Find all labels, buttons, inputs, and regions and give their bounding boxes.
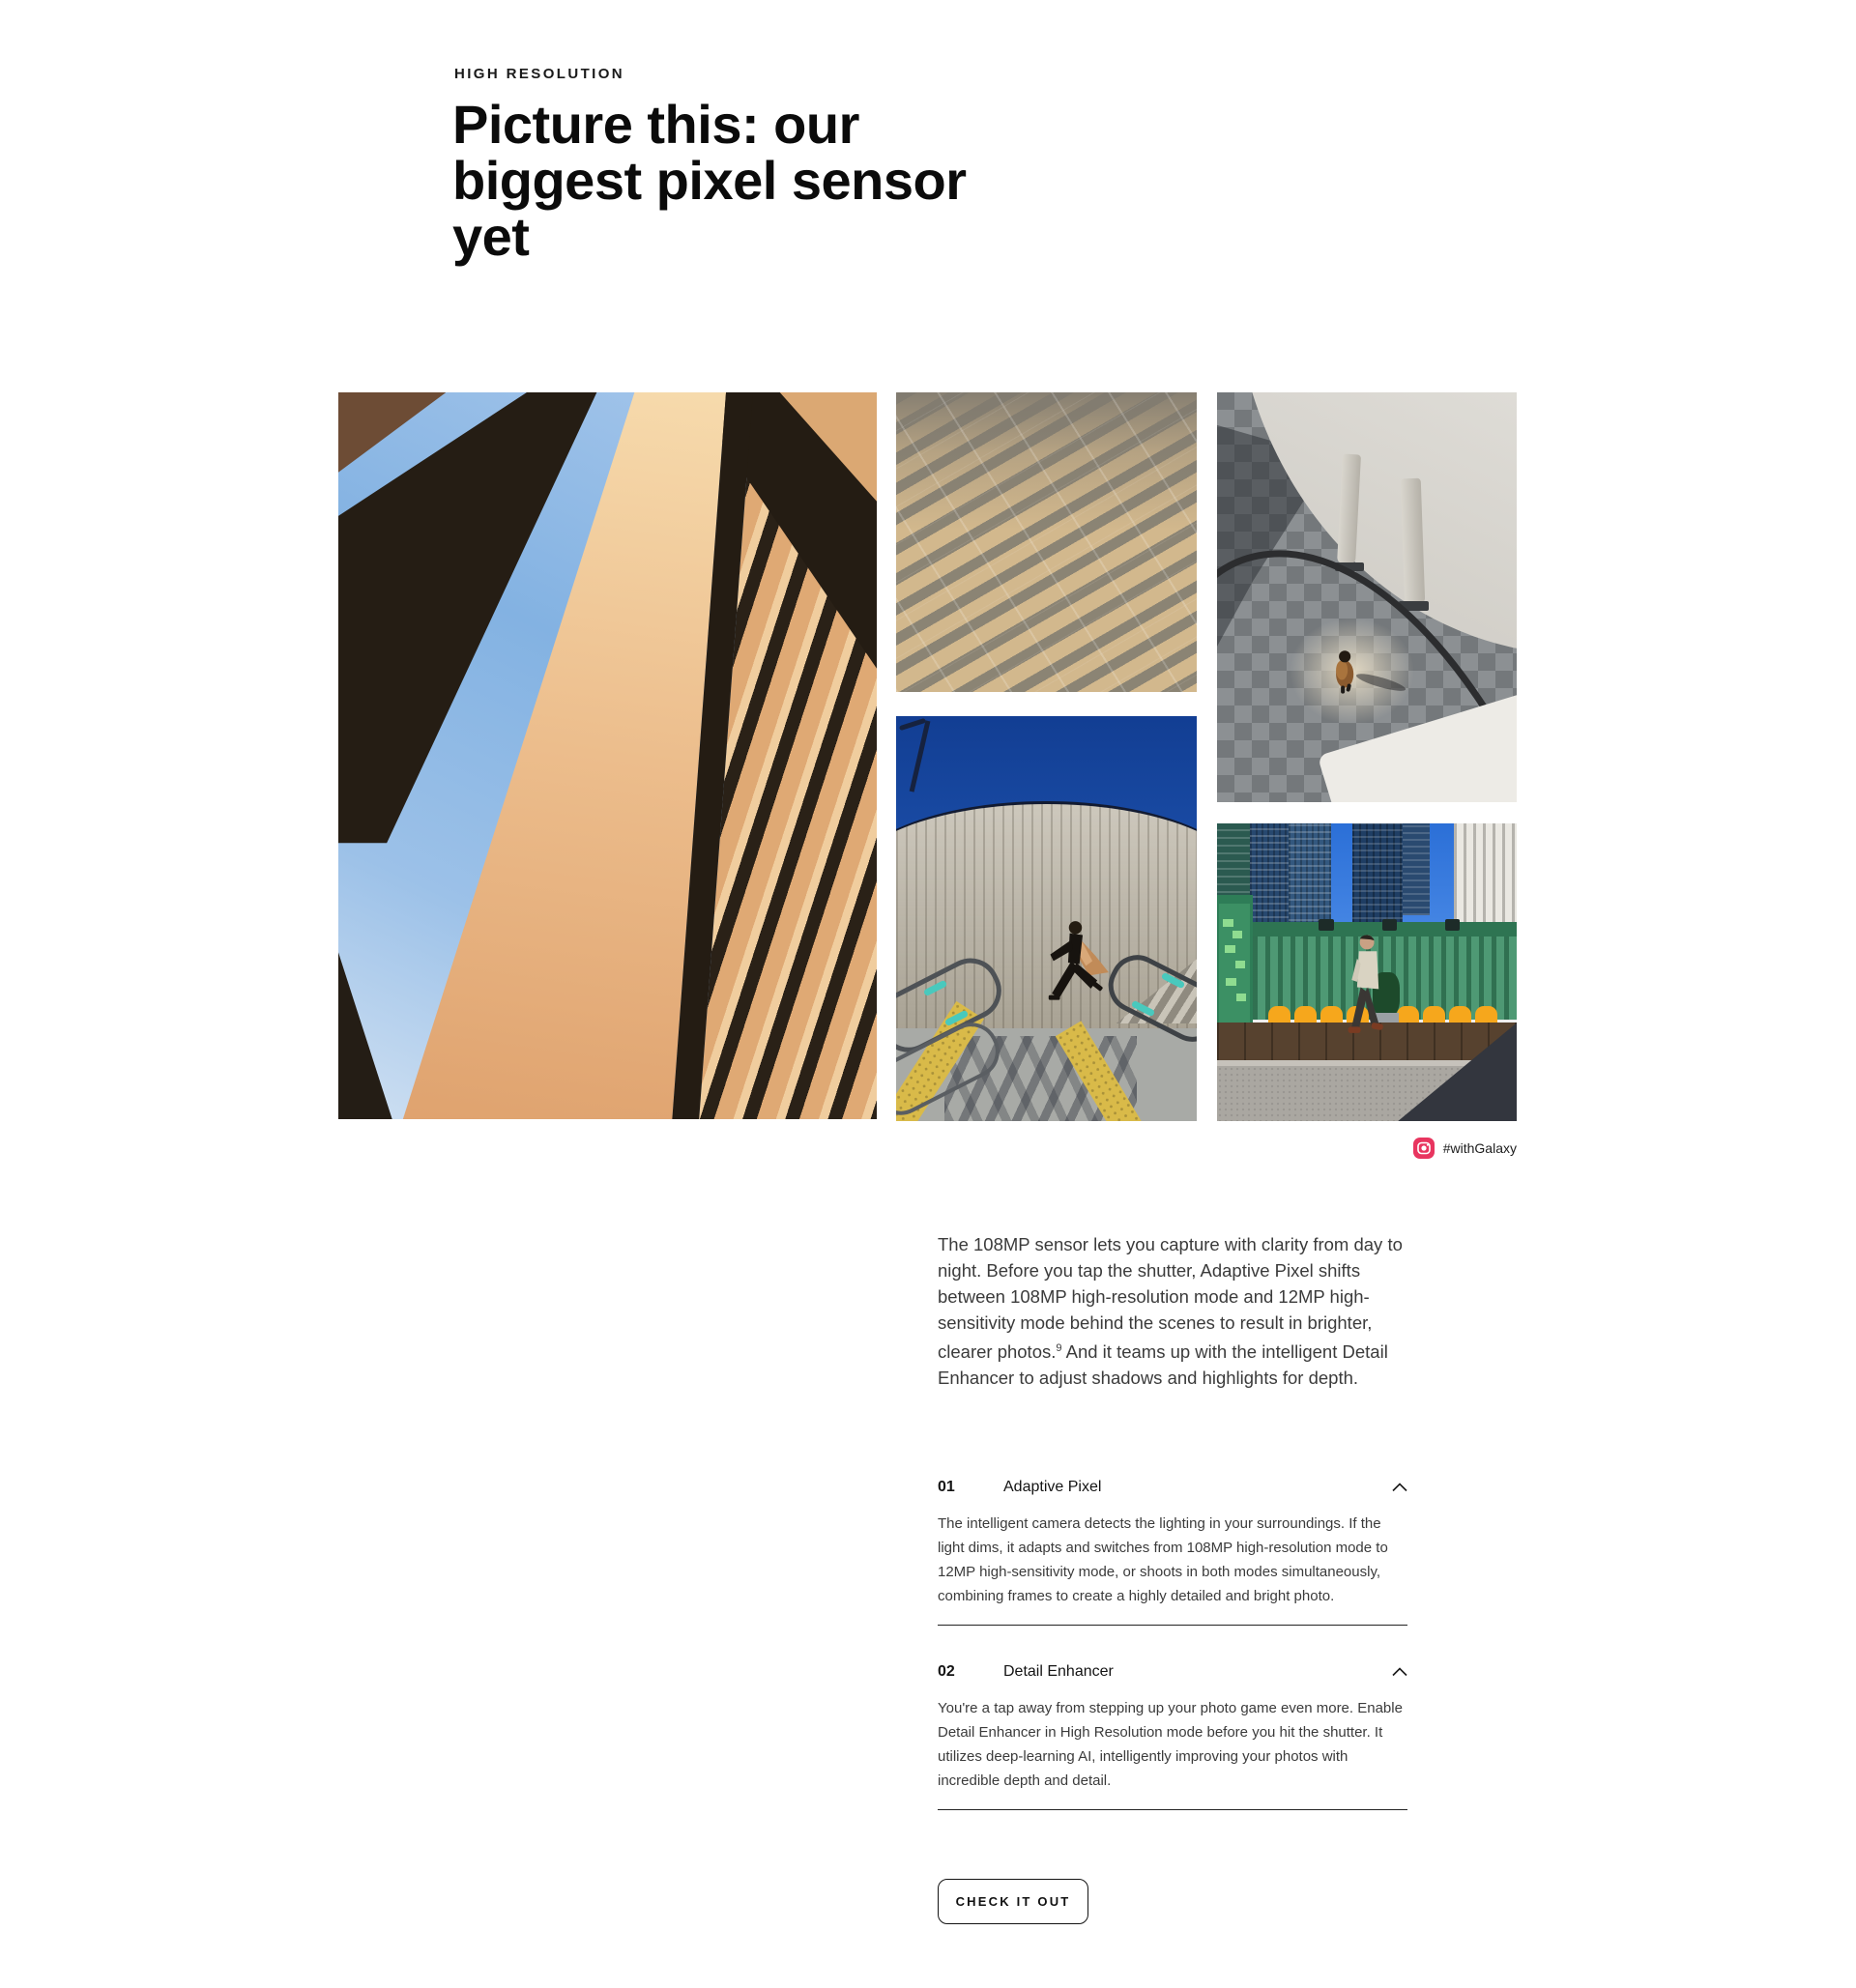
container-clamp <box>1382 919 1398 931</box>
skyscraper <box>1289 823 1330 928</box>
footnote-marker: 9 <box>1056 1342 1062 1354</box>
accordion-item-adaptive-pixel <box>938 1473 1407 1626</box>
title-line-2: biggest pixel sensor <box>452 150 967 211</box>
gallery-photo-stairs-walker <box>896 716 1197 1121</box>
accordion-title: Detail Enhancer <box>1003 1663 1114 1680</box>
pixel-decor <box>1236 994 1247 1001</box>
title-line-1: Picture this: our <box>452 94 859 155</box>
container-clamp <box>1319 919 1334 931</box>
walking-person <box>1343 931 1388 1062</box>
feature-accordion <box>938 1473 1407 1810</box>
gallery-photo-courtyard-overhead <box>1217 392 1517 802</box>
accordion-title: Adaptive Pixel <box>1003 1479 1102 1495</box>
section-eyebrow: HIGH RESOLUTION <box>454 66 625 82</box>
accordion-item-detail-enhancer <box>938 1657 1407 1810</box>
pixel-decor <box>1226 978 1236 986</box>
instagram-icon <box>1413 1138 1435 1159</box>
chevron-up-icon[interactable] <box>1392 1667 1407 1677</box>
intro-text: The 108MP sensor lets you capture with clarity from day to night. Before you tap the shutter, Adaptive Pixel shifts between 108MP high-resolution mode and 12MP high-sensitivity mode behind the scenes to result in brighter, clearer photos. <box>938 1234 1403 1363</box>
walking-person <box>1037 903 1118 1032</box>
gallery-photo-plaza-shadows <box>896 392 1197 692</box>
accordion-number: 01 <box>938 1479 955 1495</box>
accordion-number: 02 <box>938 1663 955 1680</box>
badge-label: #withGalaxy <box>1442 1140 1517 1156</box>
check-it-out-button[interactable]: CHECK IT OUT <box>938 1879 1088 1924</box>
intro-text-continued: And it teams up with the intelligent Detail Enhancer to adjust shadows and highlights for depth. <box>938 1341 1388 1389</box>
gallery-photo-container-street <box>1217 823 1517 1121</box>
chevron-up-icon[interactable] <box>1392 1483 1407 1492</box>
paver-joints-layer <box>896 392 1197 692</box>
accordion-header-adaptive-pixel[interactable] <box>938 1473 1407 1502</box>
container-clamp <box>1445 919 1461 931</box>
intro-paragraph <box>938 1231 1413 1391</box>
title-line-3: yet <box>452 206 530 267</box>
accordion-body: The intelligent camera detects the lighting in your surroundings. If the light dims, it adapts and switches from 108MP high-resolution mode to 12MP high-sensitivity mode, or shoots in both modes simultaneously, combining frames to create a highly detailed and bright photo. <box>938 1515 1388 1604</box>
accordion-header-detail-enhancer[interactable] <box>938 1657 1407 1686</box>
pixel-decor <box>1232 931 1243 938</box>
pixel-decor <box>1235 961 1246 968</box>
pixel-decor <box>1223 919 1233 927</box>
pixel-decor <box>1225 945 1235 953</box>
skyscraper <box>1403 823 1430 915</box>
accordion-body: You're a tap away from stepping up your photo game even more. Enable Detail Enhancer in High Resolution mode before you hit the shutter. It utilizes deep-learning AI, intelligently improving your photos with incredible depth and detail. <box>938 1700 1403 1789</box>
page-title <box>452 94 1129 267</box>
walking-person <box>1325 647 1364 696</box>
with-galaxy-badge[interactable] <box>1413 1137 1517 1160</box>
gallery-photo-architecture-slats <box>338 392 877 1119</box>
